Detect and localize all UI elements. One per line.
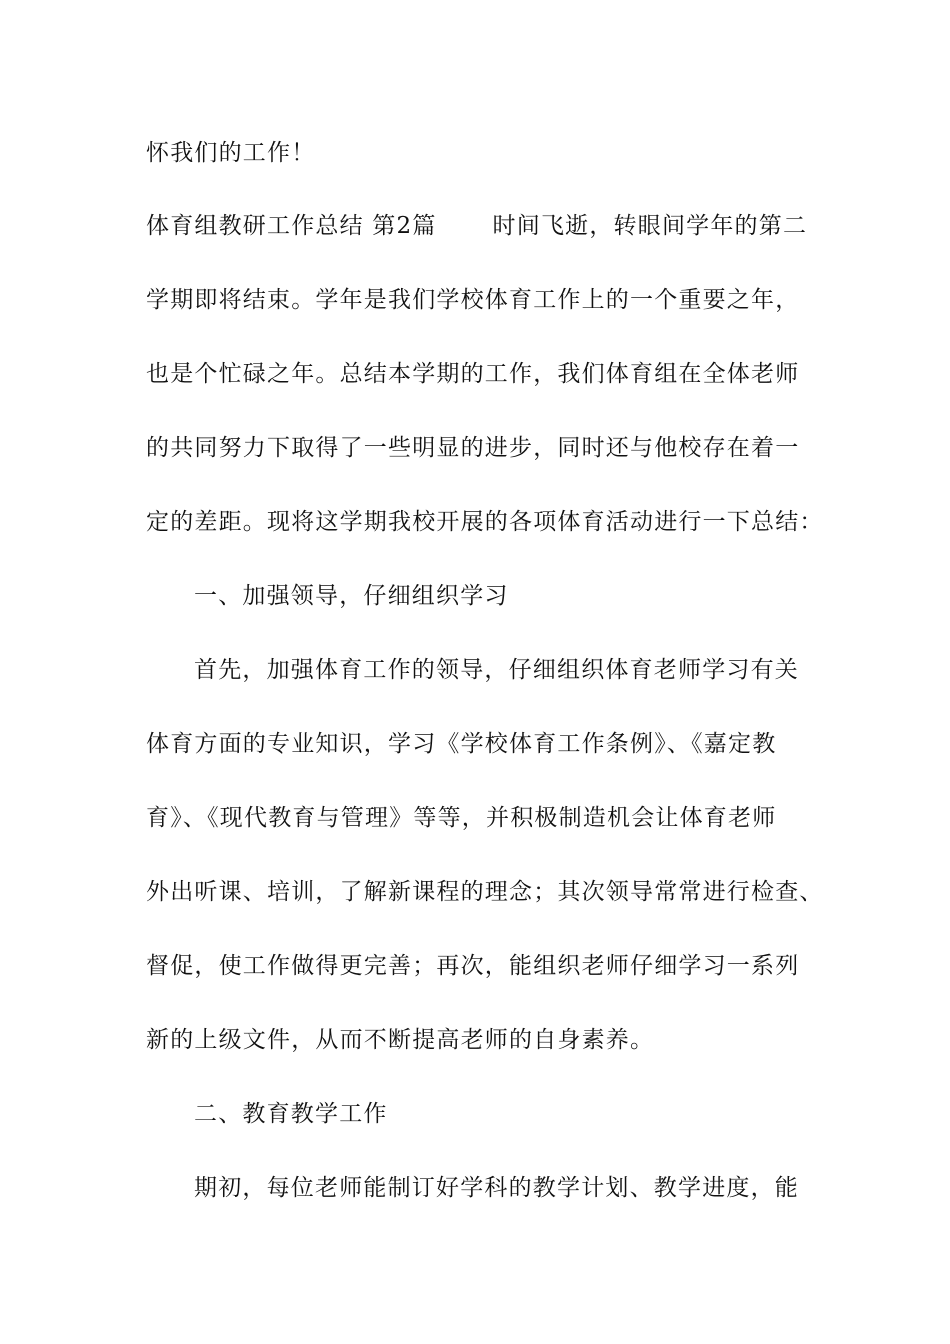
- text-line-3: 学期即将结束。学年是我们学校体育工作上的一个重要之年，: [146, 287, 800, 313]
- text-line-13: 新的上级文件，从而不断提高老师的自身素养。: [146, 1027, 655, 1053]
- heading-1: 一、加强领导，仔细组织学习: [194, 583, 509, 609]
- text-line-6: 定的差距。现将这学期我校开展的各项体育活动进行一下总结：: [146, 509, 824, 535]
- section-title: 体育组教研工作总结 第2篇: [146, 213, 437, 239]
- text-line-4: 也是个忙碌之年。总结本学期的工作，我们体育组在全体老师: [146, 361, 800, 387]
- text-line-2-continuation: 时间飞逝，转眼间学年的第二: [492, 213, 808, 239]
- text-line-1: 怀我们的工作！: [146, 140, 316, 166]
- heading-2: 二、教育教学工作: [194, 1101, 388, 1127]
- text-line-8: 首先，加强体育工作的领导，仔细组织体育老师学习有关: [194, 657, 799, 683]
- text-line-10: 育》、《现代教育与管理》等等，并积极制造机会让体育老师: [146, 805, 777, 831]
- text-line-11: 外出听课、培训，了解新课程的理念；其次领导常常进行检查、: [146, 879, 824, 905]
- text-line-2: [146, 211, 826, 241]
- text-line-15: 期初，每位老师能制订好学科的教学计划、教学进度，能: [194, 1175, 799, 1201]
- text-line-12: 督促，使工作做得更完善；再次，能组织老师仔细学习一系列: [146, 953, 800, 979]
- text-line-9: 体育方面的专业知识，学习《学校体育工作条例》、《嘉定教: [146, 731, 777, 757]
- text-line-5: 的共同努力下取得了一些明显的进步，同时还与他校存在着一: [146, 435, 800, 461]
